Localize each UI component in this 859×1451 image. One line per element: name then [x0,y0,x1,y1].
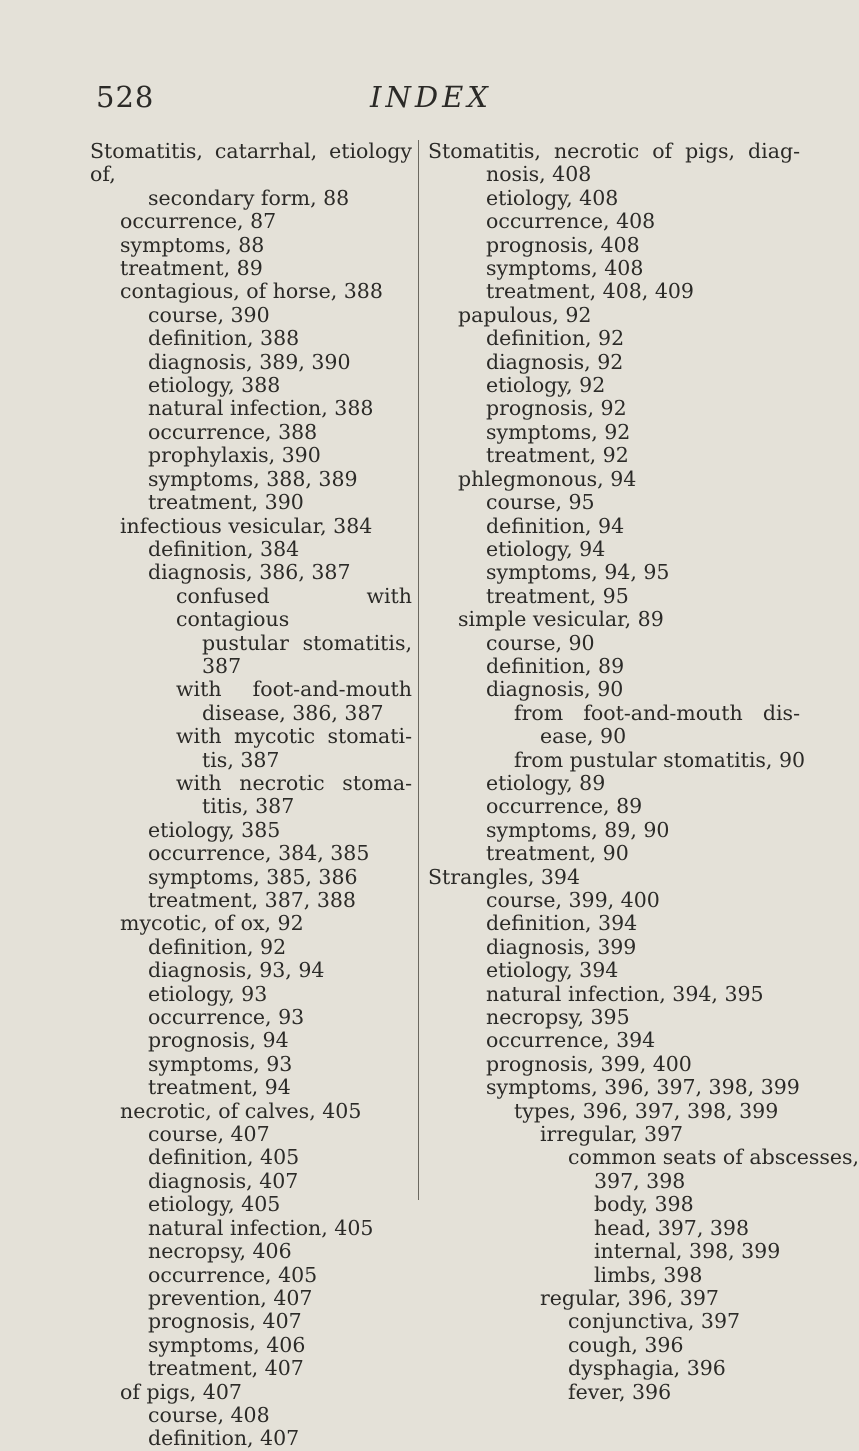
index-entry: definition, 405 [148,1145,300,1170]
index-entry: types, 396, 397, 398, 399 [514,1098,779,1123]
index-entry: from pustular stomatitis, 90 [514,747,806,772]
index-entry: course, 399, 400 [486,888,660,912]
index-entry: natural infection, 388 [148,396,374,421]
index-entry: occurrence, 384, 385 [148,841,370,866]
index-entry: ease, 90 [540,724,627,749]
index-entry: body, 398 [594,1192,694,1217]
index-entry: definition, 388 [148,326,300,351]
index-entry: symptoms, 93 [148,1051,293,1076]
index-entry: cough, 396 [568,1332,684,1357]
index-entry: necrotic, of calves, 405 [120,1098,362,1123]
index-entry: treatment, 407 [148,1356,304,1381]
index-entry: of pigs, 407 [120,1379,242,1404]
index-entry: prognosis, 94 [148,1028,289,1053]
index-entry: etiology, 385 [148,817,281,842]
index-column-right [428,139,859,1404]
index-entry: confused with contagious [176,583,412,632]
index-entry: symptoms, 88 [120,232,265,257]
index-entry: with mycotic stomati- [176,724,412,749]
index-entry: prognosis, 92 [486,396,627,421]
index-entry: etiology, 93 [148,981,268,1006]
index-entry: dysphagia, 396 [568,1356,726,1381]
index-entry: prophylaxis, 390 [148,443,321,468]
index-entry: natural infection, 394, 395 [486,981,764,1006]
index-entry: diagnosis, 386, 387 [148,560,351,585]
index-entry: course, 408 [148,1402,270,1427]
index-entry: Stomatitis, necrotic of pigs, diag- [428,139,800,163]
index-entry: irregular, 397 [540,1122,684,1147]
index-entry: common seats of abscesses, [568,1145,859,1170]
index-entry: occurrence, 408 [486,209,656,234]
column-divider [418,140,419,1200]
index-entry: titis, 387 [202,794,295,819]
index-entry: symptoms, 408 [486,256,644,281]
index-entry: treatment, 390 [148,490,304,515]
index-entry: diagnosis, 93, 94 [148,958,325,983]
index-entry: definition, 92 [148,934,287,959]
index-entry: definition, 384 [148,536,300,561]
index-entry: treatment, 408, 409 [486,279,694,304]
index-entry: symptoms, 406 [148,1332,306,1357]
index-entry: papulous, 92 [458,302,592,327]
index-entry: 397, 398 [594,1168,686,1193]
index-entry: occurrence, 89 [486,794,643,819]
index-entry: occurrence, 405 [148,1262,318,1287]
index-entry: etiology, 394 [486,958,619,983]
index-entry: secondary form, 88 [148,185,350,210]
index-entry: pustular stomatitis, [202,630,412,655]
index-entry: course, 407 [148,1122,270,1147]
index-entry: course, 390 [148,302,270,327]
index-entry: fever, 396 [568,1379,672,1404]
index-entry: nosis, 408 [486,162,592,187]
index-entry: prognosis, 408 [486,232,640,257]
index-entry: Stomatitis, catarrhal, etiology of, [90,139,412,187]
index-entry: necropsy, 406 [148,1239,292,1264]
index-entry: occurrence, 394 [486,1028,656,1053]
index-entry: symptoms, 89, 90 [486,817,670,842]
index-entry: head, 397, 398 [594,1215,750,1240]
index-entry: prevention, 407 [148,1285,313,1310]
index-entry: mycotic, of ox, 92 [120,911,304,936]
index-entry: etiology, 388 [148,373,281,398]
index-entry: treatment, 90 [486,841,629,866]
index-entry: occurrence, 93 [148,1005,305,1030]
index-entry: necropsy, 395 [486,1005,630,1030]
index-entry: disease, 386, 387 [202,700,384,725]
page-title: INDEX [370,80,492,114]
index-entry: definition, 94 [486,513,625,538]
index-entry: occurrence, 388 [148,419,318,444]
index-entry: diagnosis, 389, 390 [148,349,351,374]
index-column-left [90,140,412,1451]
index-entry: treatment, 387, 388 [148,888,356,912]
index-entry: infectious vesicular, 384 [120,513,373,538]
index-entry: etiology, 94 [486,536,606,561]
index-entry: limbs, 398 [594,1262,703,1287]
index-entry: treatment, 94 [148,1075,291,1100]
index-entry: internal, 398, 399 [594,1239,781,1264]
index-entry: symptoms, 385, 386 [148,864,358,889]
index-entry: diagnosis, 399 [486,934,637,959]
index-entry: definition, 407 [148,1426,300,1451]
index-entry: diagnosis, 90 [486,677,624,702]
index-entry: course, 95 [486,490,595,515]
index-entry: treatment, 95 [486,583,629,608]
index-entry: prognosis, 407 [148,1309,302,1334]
index-entry: diagnosis, 407 [148,1168,299,1193]
index-entry: from foot-and-mouth dis- [514,700,800,725]
index-entry: symptoms, 388, 389 [148,466,358,491]
index-entry: phlegmonous, 94 [458,466,637,491]
index-entry: etiology, 408 [486,185,619,210]
index-entry: etiology, 92 [486,373,606,398]
index-entry: treatment, 89 [120,256,263,281]
index-entry: conjunctiva, 397 [568,1309,741,1334]
index-entry: contagious, of horse, 388 [120,279,383,304]
index-entry: course, 90 [486,630,595,655]
index-entry: symptoms, 92 [486,419,631,444]
page-number: 528 [96,80,155,114]
index-entry: prognosis, 399, 400 [486,1051,692,1076]
index-entry: Strangles, 394 [428,864,580,889]
index-entry: symptoms, 396, 397, 398, 399 [486,1075,800,1100]
index-entry: occurrence, 87 [120,209,277,234]
index-entry: simple vesicular, 89 [458,607,664,632]
index-entry: diagnosis, 92 [486,349,624,374]
index-entry: definition, 92 [486,326,625,351]
index-entry: with foot-and-mouth [176,677,412,702]
index-entry: regular, 396, 397 [540,1285,719,1310]
index-entry: tis, 387 [202,747,280,772]
index-entry: definition, 394 [486,911,638,936]
index-entry: etiology, 89 [486,770,606,795]
index-entry: 387 [202,653,242,678]
index-entry: etiology, 405 [148,1192,281,1217]
index-entry: definition, 89 [486,653,625,678]
index-entry: natural infection, 405 [148,1215,374,1240]
index-entry: symptoms, 94, 95 [486,560,670,585]
index-entry: with necrotic stoma- [176,770,412,795]
index-entry: treatment, 92 [486,443,629,468]
